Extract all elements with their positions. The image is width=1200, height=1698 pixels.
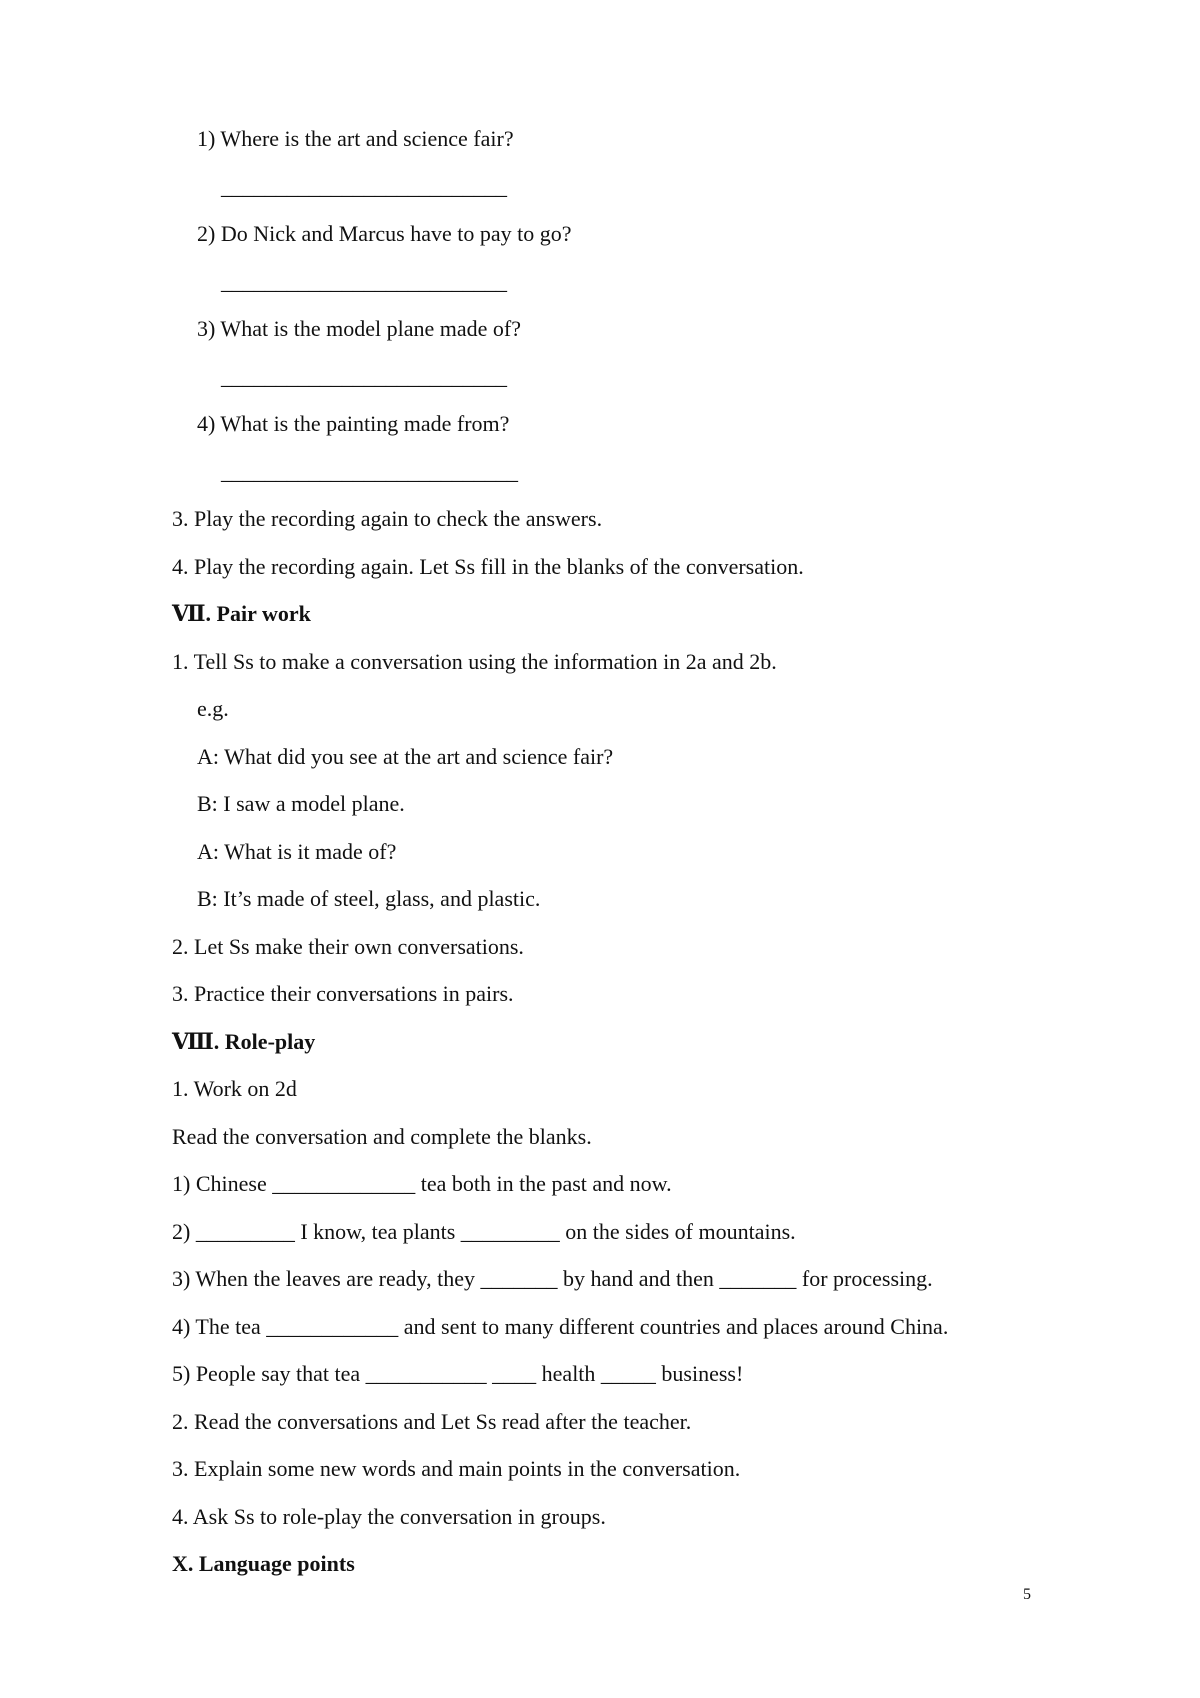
page-number: 5 [1023, 1586, 1031, 1603]
answer-blank-3: __________________________ [221, 364, 507, 389]
question-3: 3) What is the model plane made of? [197, 316, 521, 341]
question-2: 2) Do Nick and Marcus have to pay to go? [197, 221, 572, 246]
answer-blank-1: __________________________ [221, 174, 507, 199]
section-heading-pair-work: Ⅶ. Pair work [172, 601, 311, 626]
dialogue-line: A: What is it made of? [197, 839, 397, 864]
example-label: e.g. [197, 696, 229, 721]
fill-blank-3: 3) When the leaves are ready, they _______ by hand and then _______ for processing. [172, 1266, 933, 1291]
fill-blank-5: 5) People say that tea ___________ ____ health _____ business! [172, 1361, 744, 1386]
dialogue-line: B: I saw a model plane. [197, 791, 405, 816]
question-1: 1) Where is the art and science fair? [197, 126, 514, 151]
fill-blank-1: 1) Chinese _____________ tea both in the past and now. [172, 1171, 672, 1196]
question-4: 4) What is the painting made from? [197, 411, 510, 436]
section-heading-role-play: Ⅷ. Role-play [172, 1029, 316, 1054]
role-play-step-4: 4. Ask Ss to role-play the conversation in groups. [172, 1504, 606, 1529]
step-4: 4. Play the recording again. Let Ss fill in the blanks of the conversation. [172, 554, 804, 579]
dialogue-line: B: It’s made of steel, glass, and plastic. [197, 886, 541, 911]
pair-work-step-2: 2. Let Ss make their own conversations. [172, 934, 524, 959]
fill-blank-2: 2) _________ I know, tea plants _________ on the sides of mountains. [172, 1219, 796, 1244]
pair-work-step-3: 3. Practice their conversations in pairs. [172, 981, 514, 1006]
fill-blank-4: 4) The tea ____________ and sent to many different countries and places around China. [172, 1314, 949, 1339]
answer-blank-4: ___________________________ [221, 459, 518, 484]
role-play-step-3: 3. Explain some new words and main points in the conversation. [172, 1456, 741, 1481]
dialogue-line: A: What did you see at the art and science fair? [197, 744, 614, 769]
step-3: 3. Play the recording again to check the answers. [172, 506, 603, 531]
section-heading-language-points: X. Language points [172, 1551, 355, 1576]
role-play-step-2: 2. Read the conversations and Let Ss read after the teacher. [172, 1409, 692, 1434]
pair-work-step-1: 1. Tell Ss to make a conversation using the information in 2a and 2b. [172, 649, 777, 674]
answer-blank-2: __________________________ [221, 269, 507, 294]
role-play-instruction: Read the conversation and complete the blanks. [172, 1124, 592, 1149]
role-play-step-1: 1. Work on 2d [172, 1076, 297, 1101]
